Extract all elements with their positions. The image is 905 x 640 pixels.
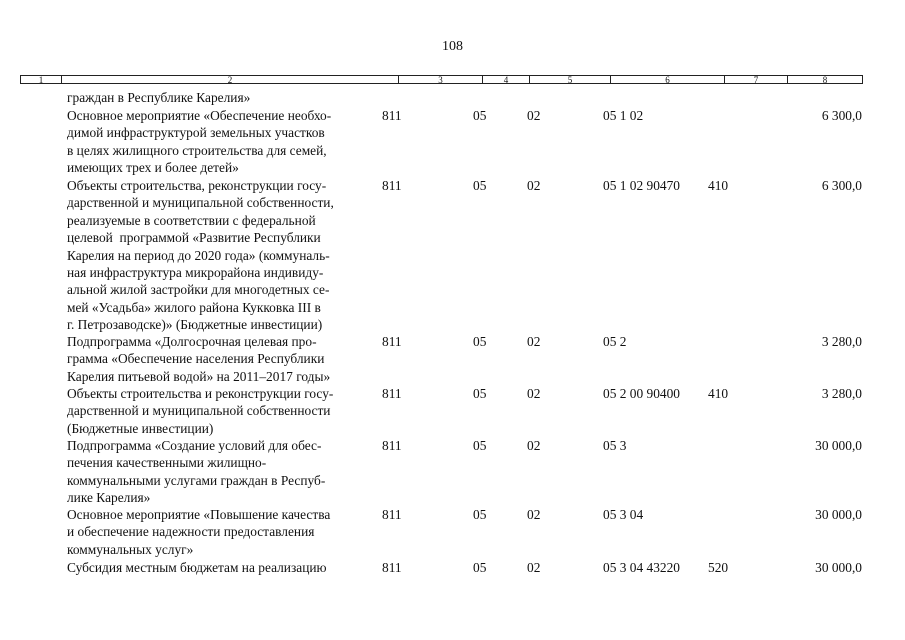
row-target-article: 05 3 (603, 438, 627, 453)
row-target-article: 05 3 04 43220 (603, 560, 680, 575)
row-section: 05 (473, 334, 487, 349)
row-ministry-code: 811 (382, 334, 402, 349)
row-amount: 6 300,0 (821, 108, 862, 123)
row-subsection: 02 (527, 386, 541, 401)
row-section: 05 (473, 178, 487, 193)
row-ministry-code: 811 (382, 178, 402, 193)
row-ministry-code: 811 (382, 108, 402, 123)
row-name: Объекты строительства и реконструкции госу- дарственной и муниципальной собственности (Бюджетные инвестиции) (67, 386, 334, 436)
header-col-5: 5 (530, 76, 611, 83)
row-subsection: 02 (527, 178, 541, 193)
row-target-article: 05 2 00 90400 (603, 386, 680, 401)
header-col-2: 2 (62, 76, 399, 83)
row-section: 05 (473, 507, 487, 522)
row-section: 05 (473, 438, 487, 453)
row-amount: 3 280,0 (821, 334, 862, 349)
row-ministry-code: 811 (382, 386, 402, 401)
row-target-article: 05 2 (603, 334, 627, 349)
row-amount: 30 000,0 (815, 438, 862, 453)
header-col-8: 8 (822, 75, 828, 85)
row-subsection: 02 (527, 438, 541, 453)
row-subsection: 02 (527, 334, 541, 349)
header-col-1: 1 (21, 76, 62, 83)
page-number: 108 (442, 39, 463, 54)
row-amount: 3 280,0 (821, 386, 862, 401)
row-amount: 6 300,0 (821, 178, 862, 193)
row-ministry-code: 811 (382, 438, 402, 453)
row-subsection: 02 (527, 507, 541, 522)
row-section: 05 (473, 560, 487, 575)
row-ministry-code: 811 (382, 560, 402, 575)
row-name: Подпрограмма «Долгосрочная целевая про- грамма «Обеспечение населения Республики Карелия питьевой водой» на 2011–2017 годы» (67, 334, 331, 384)
row-expense-type: 520 (708, 560, 729, 575)
row-section: 05 (473, 386, 487, 401)
row-target-article: 05 3 04 (603, 507, 644, 522)
row-target-article: 05 1 02 (603, 108, 644, 123)
row-expense-type: 410 (708, 178, 729, 193)
header-col-3: 3 (399, 76, 483, 83)
header-col-4: 4 (483, 76, 530, 83)
row-subsection: 02 (527, 560, 541, 575)
row-name: Субсидия местным бюджетам на реализацию (67, 560, 327, 575)
table-header (20, 75, 863, 84)
row-name: Подпрограмма «Создание условий для обес- печения качественными жилищно- коммунальными услугами граждан в Респуб- лике Карелия» (67, 438, 326, 506)
row-name: Основное мероприятие «Повышение качества и обеспечение надежности предоставления коммунальных услуг» (67, 507, 331, 557)
row-name: граждан в Республике Карелия» (67, 90, 251, 105)
header-col-7: 7 (725, 76, 788, 83)
row-expense-type: 410 (708, 386, 729, 401)
row-name: Основное мероприятие «Обеспечение необхо- димой инфраструктурой земельных участков в целях жилищного строительства для семей, имеющих трех и более детей» (67, 108, 332, 176)
row-ministry-code: 811 (382, 507, 402, 522)
row-subsection: 02 (527, 108, 541, 123)
row-amount: 30 000,0 (815, 560, 862, 575)
row-target-article: 05 1 02 90470 (603, 178, 680, 193)
row-amount: 30 000,0 (815, 507, 862, 522)
row-section: 05 (473, 108, 487, 123)
header-col-6: 6 (611, 76, 725, 83)
row-name: Объекты строительства, реконструкции госу- дарственной и муниципальной собственности, реализуемые в соответствии с федеральной целевой программой «Развитие Республики Карелия на период до 2020 года» (коммуналь- ная инфраструктура микрорайона индивиду- альной жилой застройки для многодетных се- мей «Усадьба» жилого района Кукковка III в г. Петрозаводске)» (Бюджетные инвестиции) (67, 178, 334, 333)
